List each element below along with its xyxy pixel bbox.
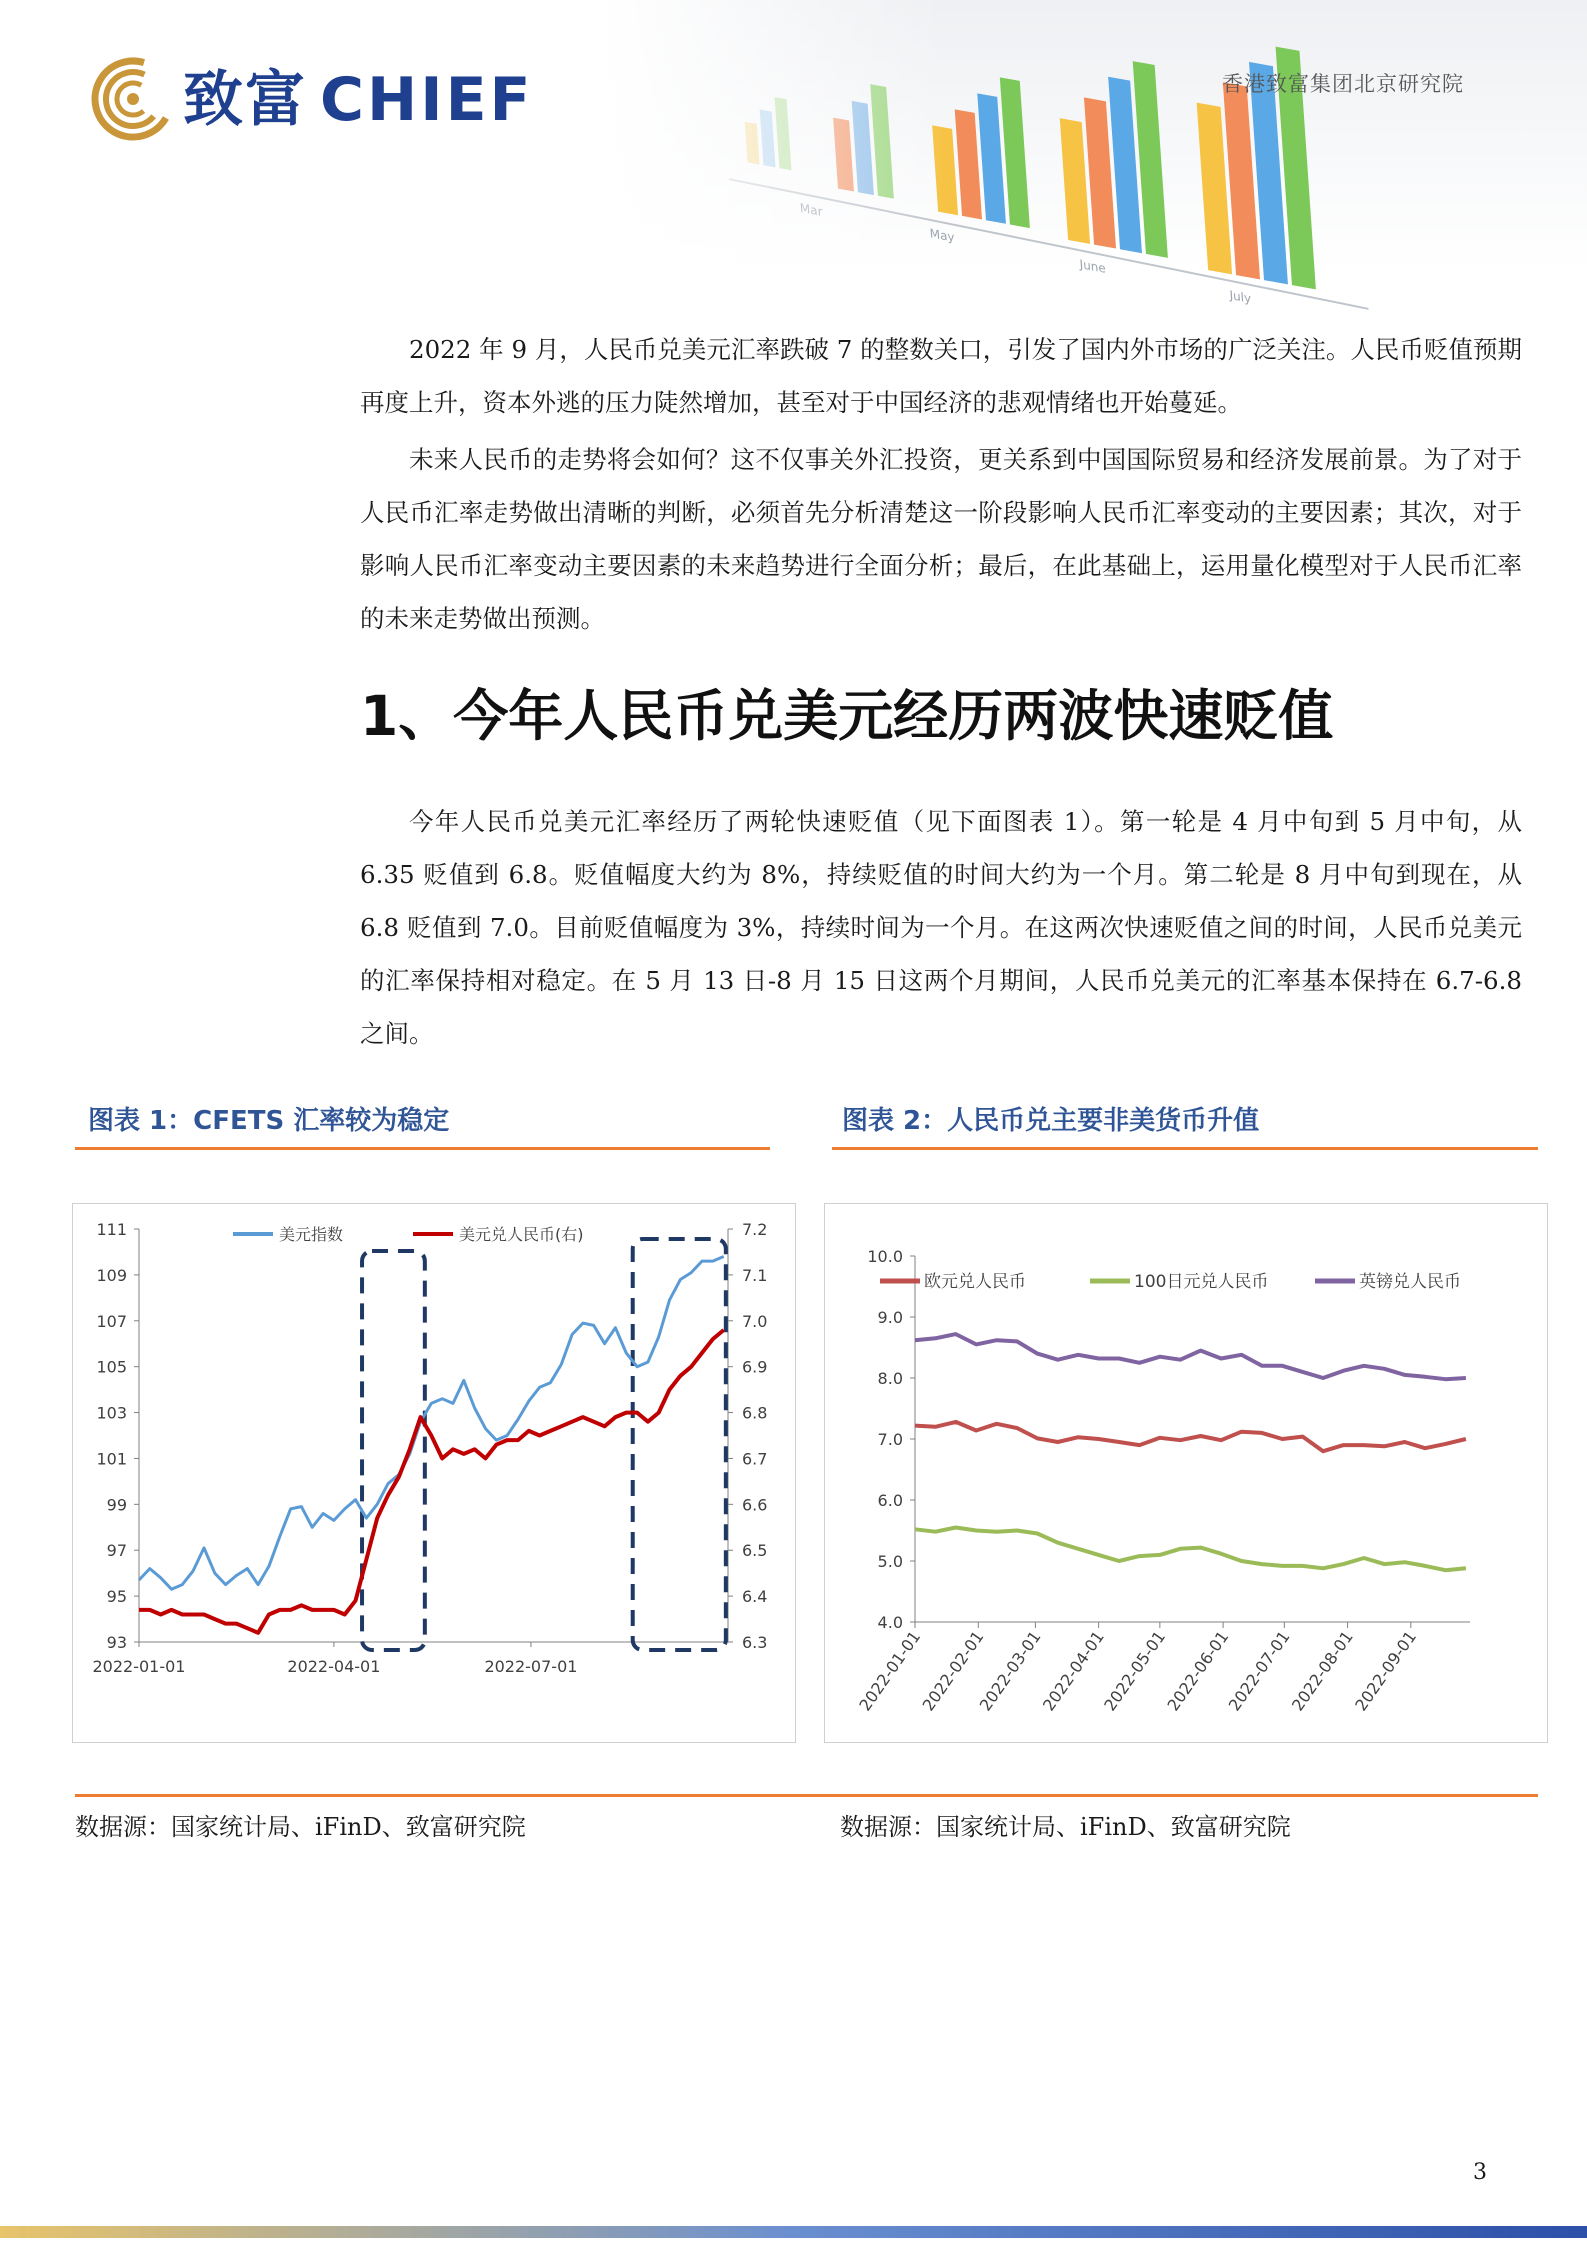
chart-2-series-line-eur-cny <box>915 1422 1466 1451</box>
chart-1-left-tick-label: 99 <box>106 1495 127 1515</box>
chart-2-y-tick-label: 6.0 <box>877 1491 903 1510</box>
chart-1-x-tick-label: 2022-01-01 <box>92 1657 186 1676</box>
chart-2-x-tick-label: 2022-02-01 <box>918 1627 988 1715</box>
chart-1-left-tick-label: 105 <box>96 1357 127 1377</box>
chart-1-left-tick-label: 109 <box>96 1265 127 1285</box>
chart-2-x-tick-label: 2022-09-01 <box>1351 1627 1421 1715</box>
logo-text-chinese: 致富 <box>183 65 307 135</box>
chart-2-x-tick-label: 2022-03-01 <box>975 1627 1045 1715</box>
chart-2-x-tick-label: 2022-04-01 <box>1039 1627 1108 1715</box>
chart-2-x-tick-label: 2022-01-01 <box>855 1627 925 1715</box>
paragraph-section-1: 今年人民币兑美元汇率经历了两轮快速贬值（见下面图表 1）。第一轮是 4 月中旬到 5 月中旬，从 6.35 贬值到 6.8。贬值幅度大约为 8%，持续贬值的时间大约为一个月。第二轮是 8 月中旬到现在，从 6.8 贬值到 7.0。目前贬值幅度为 3%，持续时间为一个月。在这两次快速贬值之间的时间，人民币兑美元的汇率保持相对稳定。在 5 月 13 日-8 月 15 日这两个月期间，人民币兑美元的汇率基本保持在 6.7-6.8 之间。 <box>360 807 1522 1048</box>
chart-1-series-line-usd-index <box>139 1257 724 1590</box>
figure-2-caption-rule <box>832 1147 1538 1150</box>
chart-1-right-tick-label: 7.2 <box>742 1220 768 1239</box>
chart-2-legend-label: 英镑兑人民币 <box>1359 1272 1461 1292</box>
chart-1-left-tick-label: 95 <box>106 1587 127 1607</box>
chart-1-right-tick-label: 6.9 <box>742 1357 768 1377</box>
chart-1-right-tick-label: 6.8 <box>742 1403 768 1423</box>
chart-1-left-tick-label: 103 <box>96 1403 127 1423</box>
figure-1-source: 数据源：国家统计局、iFinD、致富研究院 <box>75 1813 526 1841</box>
paragraph-intro-1: 2022 年 9 月，人民币兑美元汇率跌破 7 的整数关口，引发了国内外市场的广泛关注。人民币贬值预期再度上升，资本外逃的压力陡然增加，甚至对于中国经济的悲观情绪也开始蔓延。 <box>360 335 1522 417</box>
chart-1-legend-label: 美元兑人民币(右) <box>459 1225 584 1244</box>
chart-1-legend-label: 美元指数 <box>279 1225 344 1244</box>
chart-2-frame <box>824 1203 1548 1743</box>
chart-2-series-line-gbp-cny <box>915 1334 1466 1379</box>
chart-2-y-tick-label: 10.0 <box>867 1247 903 1266</box>
chart-1-right-tick-label: 6.7 <box>742 1449 768 1469</box>
chart-1-frame <box>72 1203 796 1743</box>
chart-2-y-tick-label: 8.0 <box>877 1369 903 1388</box>
paragraph-intro-2: 未来人民币的走势将会如何？这不仅事关外汇投资，更关系到中国国际贸易和经济发展前景。为了对于人民币汇率走势做出清晰的判断，必须首先分析清楚这一阶段影响人民币汇率变动的主要因素；其次，对于影响人民币汇率变动主要因素的未来趋势进行全面分析；最后，在此基础上，运用量化模型对于人民币汇率的未来走势做出预测。 <box>360 445 1522 633</box>
figure-2-caption: 图表 2：人民币兑主要非美货币升值 <box>842 1106 1260 1136</box>
chart-1-left-tick-label: 93 <box>106 1633 127 1652</box>
chart-2-non-usd-currencies <box>825 1204 1547 1742</box>
figure-1-caption-rule <box>75 1147 770 1150</box>
figure-1-caption: 图表 1：CFETS 汇率较为稳定 <box>88 1106 450 1136</box>
chart-2-x-tick-label: 2022-06-01 <box>1163 1627 1233 1715</box>
header-decorative-chart-image <box>600 0 1587 306</box>
chart-2-y-tick-label: 9.0 <box>877 1308 903 1327</box>
logo-text-english: CHIEF <box>320 65 534 135</box>
chart-1-highlight-box-august <box>633 1239 726 1650</box>
chart-1-left-tick-label: 111 <box>96 1220 127 1239</box>
chart-2-series-line-jpy-cny <box>915 1528 1466 1571</box>
chart-1-x-tick-label: 2022-07-01 <box>484 1657 578 1676</box>
section-title: 1、今年人民币兑美元经历两波快速贬值 <box>360 684 1334 748</box>
chart-1-right-tick-label: 6.6 <box>742 1495 768 1515</box>
page-number: 3 <box>1473 2160 1487 2185</box>
chart-1-series-line-usd-cny <box>139 1330 724 1633</box>
chart-1-right-tick-label: 6.3 <box>742 1633 768 1652</box>
chart-1-right-tick-label: 7.1 <box>742 1265 768 1285</box>
chart-2-x-tick-label: 2022-08-01 <box>1287 1627 1357 1715</box>
chart-1-left-tick-label: 97 <box>106 1541 127 1561</box>
chart-2-x-tick-label: 2022-05-01 <box>1100 1627 1170 1715</box>
chart-1-left-tick-label: 101 <box>96 1449 127 1469</box>
chart-1-left-tick-label: 107 <box>96 1311 127 1331</box>
figure-source-rule <box>75 1794 1538 1797</box>
chart-1-right-tick-label: 7.0 <box>742 1311 768 1331</box>
chart-2-y-tick-label: 4.0 <box>877 1613 903 1632</box>
chart-2-y-tick-label: 5.0 <box>877 1552 903 1571</box>
chart-1-highlight-box-april <box>362 1251 425 1650</box>
header-month-label-july: July <box>1229 288 1252 306</box>
chart-1-x-tick-label: 2022-04-01 <box>287 1657 381 1676</box>
chart-2-legend-label: 100日元兑人民币 <box>1134 1272 1269 1292</box>
logo-swirl-icon <box>92 58 174 140</box>
chart-1-right-tick-label: 6.4 <box>742 1587 768 1607</box>
chart-2-x-tick-label: 2022-07-01 <box>1224 1627 1294 1715</box>
chart-2-legend-label: 欧元兑人民币 <box>924 1272 1026 1292</box>
footer-gradient-bar <box>0 2226 1587 2238</box>
chart-2-y-tick-label: 7.0 <box>877 1430 903 1449</box>
institute-name: 香港致富集团北京研究院 <box>1222 72 1464 96</box>
chart-1-right-tick-label: 6.5 <box>742 1541 768 1561</box>
chart-1-cfets-usd <box>73 1204 795 1742</box>
figure-2-source: 数据源：国家统计局、iFinD、致富研究院 <box>840 1813 1291 1841</box>
